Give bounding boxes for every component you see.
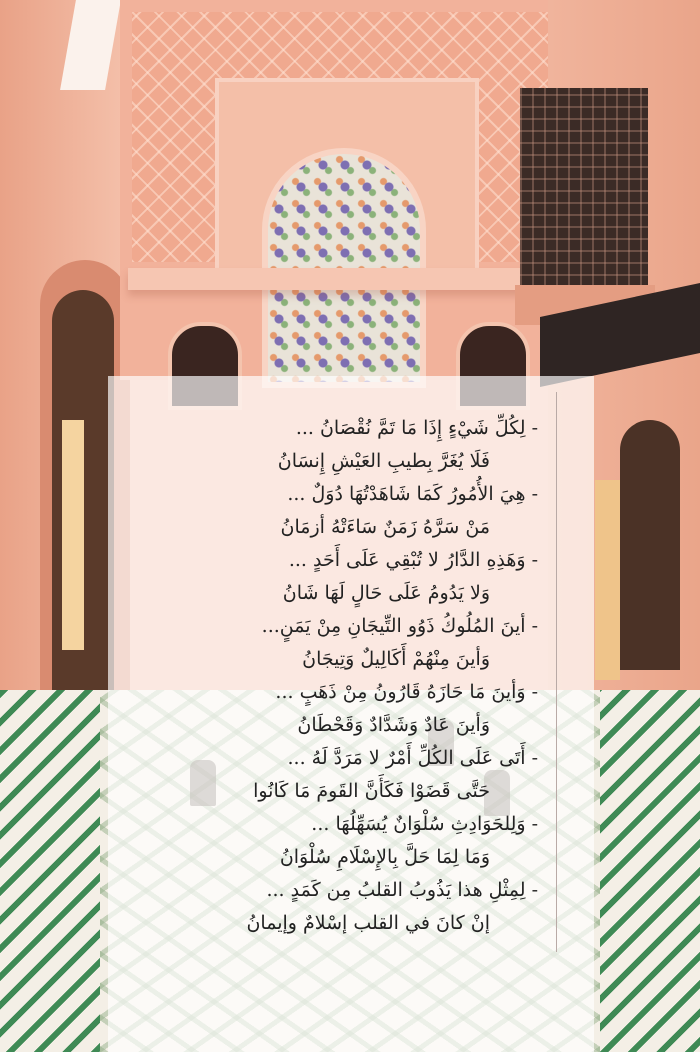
verse-8-first-hemistich: -لِمِثْلِ هذا يَذُوبُ القلبُ مِن كَمَدٍ ... — [266, 879, 538, 901]
right-doorway-light — [595, 480, 620, 680]
verse-7-first-hemistich: -وَلِلحَوَادِثِ سُلْوَانٌ يُسَهِّلُهَا ... — [311, 813, 538, 835]
verse-6-second-hemistich: حَتَّى قَضَوْا فَكَأَنَّ القَومَ مَا كَانُوا — [253, 780, 490, 802]
verse-5-second-hemistich: وَأينَ عَادٌ وَشَدَّادٌ وَقَحْطَانُ — [297, 714, 490, 736]
verse-3-first-hemistich: -وَهَذِهِ الدَّارُ لا تُبْقِي عَلَى أَحَدٍ ... — [288, 549, 538, 571]
verse-5-first-hemistich: -وَأينَ مَا حَازَهُ قَارُونُ مِنْ ذَهَبٍ ... — [275, 681, 538, 703]
cornice-ledge — [128, 268, 560, 290]
verse-8-second-hemistich: إنْ كانَ في القلب إسْلامٌ وإيمانُ — [246, 912, 490, 934]
left-archway-light — [62, 420, 84, 650]
right-archway — [620, 420, 680, 670]
wooden-balcony — [520, 88, 648, 288]
verse-4-second-hemistich: وَأينَ مِنْهُمْ أَكَالِيلٌ وَتِيجَانُ — [302, 648, 490, 670]
verse-3-second-hemistich: وَلا يَدُومُ عَلَى حَالٍ لَهَا شَانُ — [282, 582, 490, 604]
verse-6-first-hemistich: -أَتَى عَلَى الكُلِّ أَمْرٌ لا مَرَدَّ لَهُ ... — [287, 747, 538, 769]
verse-1-first-hemistich: -لِكُلِّ شَيْءٍ إِذَا مَا تَمَّ نُقْصَانُ ... — [295, 417, 538, 439]
verse-2-second-hemistich: مَنْ سَرَّهُ زَمَنٌ سَاءَتْهُ أزمَانُ — [280, 516, 490, 538]
panel-divider-line — [556, 392, 557, 952]
verse-1-second-hemistich: فَلَا يُغَرَّ بِطيبِ العَيْشِ إِنسَانُ — [277, 450, 490, 472]
poem-verses — [140, 412, 538, 940]
verse-2-first-hemistich: -هِيَ الأُمُورُ كَمَا شَاهَدْتُهَا دُوَلٌ ... — [287, 483, 538, 505]
verse-4-first-hemistich: -أينَ المُلُوكُ ذَوُو التِّيجَانِ مِنْ يَمَنٍ... — [261, 615, 538, 637]
verse-7-second-hemistich: وَمَا لِمَا حَلَّ بِالإِسْلَامِ سُلْوَانُ — [279, 846, 490, 868]
